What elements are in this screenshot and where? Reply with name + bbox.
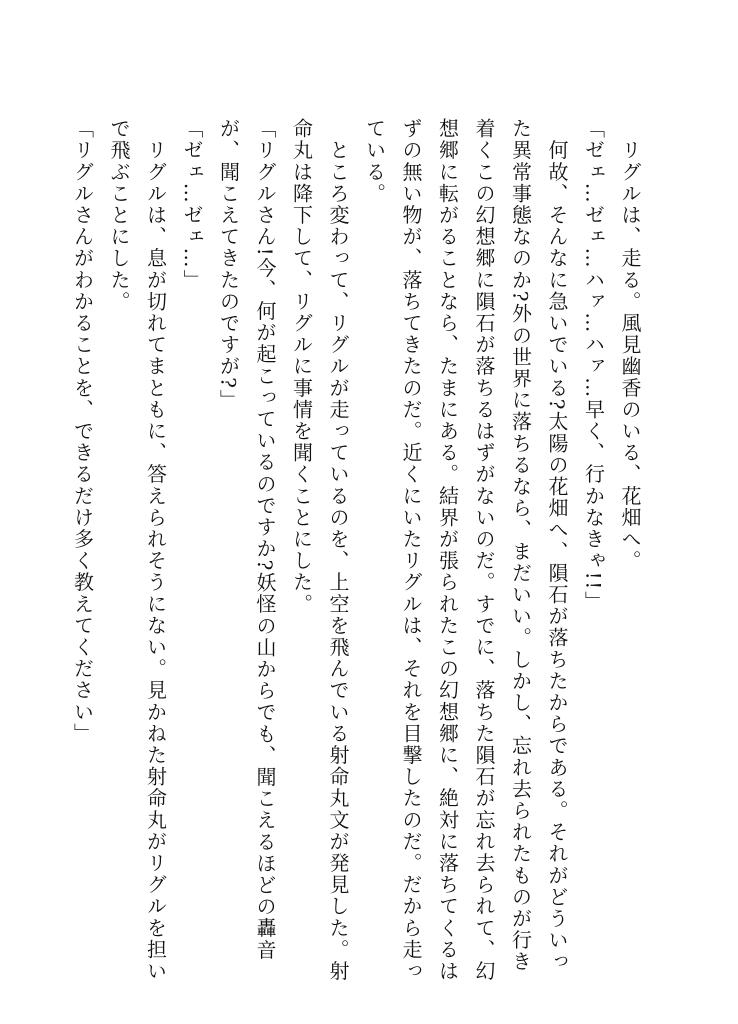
text-line: ところ変わって、リグルが走っているのを、上空を飛んでいる射命丸文が発見した。射 xyxy=(326,118,350,982)
text-line: リグルは、息が切れてまともに、答えられそうにない。見かねた射命丸がリグルを担い xyxy=(143,118,168,982)
text-line: 「リグルさん!今、何が起こっているのですか?妖怪の山からでも、聞こえるほどの轟音 xyxy=(253,118,277,961)
text-line: 想郷に転がることなら、たまにある。結界が張られたこの幻想郷に、絶対に落ちてくるは xyxy=(435,118,460,982)
text-line: 何故、そんなに急いでいる?太陽の花畑へ、隕石が落ちたからである。それがどういっ xyxy=(545,118,569,973)
text-line: 着くこの幻想郷に隕石が落ちるはずがないのだ。すでに、落ちた隕石が忘れ去られて、幻 xyxy=(472,118,496,982)
text-line: 「リグルさんがわかることを、できるだけ多く教えてください」 xyxy=(70,118,95,745)
text-line: ずの無い物が、落ちてきたのだ。近くにいたリグルは、それを目撃したのだ。だから走っ xyxy=(399,118,423,982)
text-line: 「ゼェ…ゼェ…ハァ…ハァ…早く、行かなきゃ!!」 xyxy=(581,118,606,613)
text-line: リグルは、走る。風見幽香のいる、花畑へ。 xyxy=(618,118,642,572)
vertical-text-body xyxy=(64,118,648,982)
text-line: 命丸は降下して、リグルに事情を聞くことにした。 xyxy=(289,118,314,615)
text-line: ている。 xyxy=(362,118,387,205)
text-line: た異常事態なのか?外の世界に落ちるなら、まだいい。しかし、忘れ去られたものが行き xyxy=(508,118,533,973)
text-line: が、聞こえてきたのですが?」 xyxy=(216,118,241,412)
text-line: 「ゼェ…ゼェ…」 xyxy=(180,118,204,291)
text-line: で飛ぶことにした。 xyxy=(107,118,131,313)
